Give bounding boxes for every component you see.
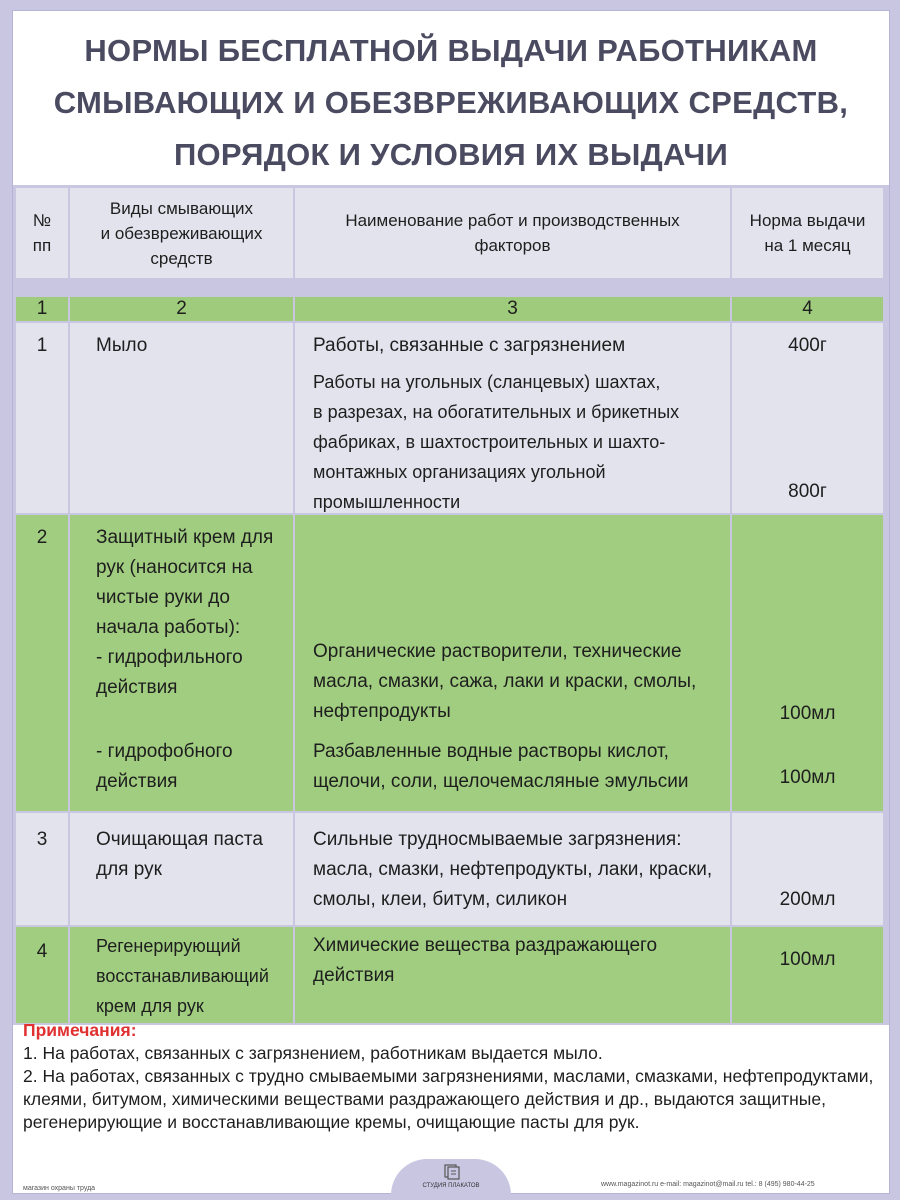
header-no-text: № пп — [32, 211, 52, 255]
row3-no-cell — [16, 813, 68, 925]
row4-work1: Химические вещества раздражающего действия — [313, 935, 658, 986]
row2-work1: Органические растворители, технические масла, смазки, сажа, лаки и краски, смолы, нефтепродукты — [313, 641, 697, 722]
row1-norm1: 400г — [788, 335, 827, 356]
row3-work-cell — [295, 813, 730, 925]
row2-work2: Разбавленные водные растворы кислот, щелочи, соли, щелочемасляные эмульсии — [313, 741, 689, 792]
colnum-2: 2 — [70, 297, 293, 321]
row2-no: 2 — [36, 527, 48, 548]
row2-norm1: 100мл — [779, 703, 836, 724]
studio-logo-icon — [443, 1163, 461, 1181]
row1-type: Мыло — [96, 335, 148, 356]
colnum-3: 3 — [295, 297, 730, 321]
row2-type-cell — [70, 515, 293, 811]
header-norm — [732, 188, 883, 278]
colnum-4: 4 — [732, 297, 883, 321]
row1-no-cell — [16, 323, 68, 513]
row1-type-cell — [70, 323, 293, 513]
title-line-2: СМЫВАЮЩИХ И ОБЕЗВРЕЖИВАЮЩИХ СРЕДСТВ, — [53, 85, 849, 120]
note-item-1: 1. На работах, связанных с загрязнением, работникам выдается мыло. — [23, 1043, 603, 1063]
notes-section — [23, 1019, 883, 1134]
page-title — [13, 25, 889, 181]
header-work-text: Наименование работ и производственных факторов — [345, 211, 680, 255]
row1-work2: Работы на угольных (сланцевых) шахтах, в разрезах, на обогатительных и брикетных фабриках, в шахтостроительных и шахто- монтажных организациях угольной промышленности — [313, 372, 680, 512]
row2-norm-cell — [732, 515, 883, 811]
colnum-1: 1 — [16, 297, 68, 321]
row2-norm2: 100мл — [779, 767, 836, 788]
row1-no: 1 — [36, 335, 48, 356]
row3-no: 3 — [36, 829, 48, 850]
title-line-1: НОРМЫ БЕСПЛАТНОЙ ВЫДАЧИ РАБОТНИКАМ — [84, 33, 818, 68]
header-type-text: Виды смывающих и обезвреживающих средств — [100, 199, 263, 268]
header-norm-text: Норма выдачи на 1 месяц — [749, 211, 866, 255]
header-no — [16, 188, 68, 278]
row4-work-cell — [295, 927, 730, 1023]
title-line-3: ПОРЯДОК И УСЛОВИЯ ИХ ВЫДАЧИ — [173, 137, 729, 172]
row4-norm-cell — [732, 927, 883, 1023]
row3-type: Очищающая паста для рук — [96, 829, 263, 880]
row1-work-cell — [295, 323, 730, 513]
row1-norm2: 800г — [788, 481, 827, 502]
poster — [12, 10, 890, 1194]
row3-norm-cell — [732, 813, 883, 925]
note-item-2: 2. На работах, связанных с трудно смываемыми загрязнениями, маслами, смазками, нефтепродуктами, клеями, битумом, химическими веществами раздражающего действия и др., выдаются защитные, регенерирующие и восстанавливающие кремы, очищающие пасты для рук. — [23, 1066, 874, 1132]
row3-work1: Сильные трудносмываемые загрязнения: масла, смазки, нефтепродукты, лаки, краски, смолы, клеи, битум, силикон — [313, 829, 713, 910]
row4-norm1: 100мл — [779, 949, 836, 970]
row2-work-cell — [295, 515, 730, 811]
footer-contacts: www.magazinot.ru e-mail: magazinot@mail.ru tel.: 8 (495) 980-44-25 — [601, 1181, 815, 1188]
row4-type-cell — [70, 927, 293, 1023]
header-type — [70, 188, 293, 278]
row2-no-cell — [16, 515, 68, 811]
footer-shop-name: магазин охраны труда — [23, 1185, 96, 1192]
row4-no: 4 — [36, 941, 48, 962]
studio-badge — [391, 1159, 511, 1195]
row1-work1: Работы, связанные с загрязнением — [313, 335, 626, 356]
row4-type: Регенерирующий восстанавливающий крем для рук — [96, 936, 269, 1016]
row4-no-cell — [16, 927, 68, 1023]
row3-type-cell — [70, 813, 293, 925]
row1-norm-cell — [732, 323, 883, 513]
norms-table — [13, 185, 889, 1025]
row2-type2: - гидрофобного действия — [96, 741, 233, 792]
studio-name: СТУДИЯ ПЛАКАТОВ — [422, 1183, 480, 1189]
row3-norm1: 200мл — [779, 889, 836, 910]
notes-title: Примечания: — [23, 1020, 137, 1040]
row2-type: Защитный крем для рук (наносится на чистые руки до начала работы): - гидрофильного действия — [96, 527, 274, 698]
header-work — [295, 188, 730, 278]
